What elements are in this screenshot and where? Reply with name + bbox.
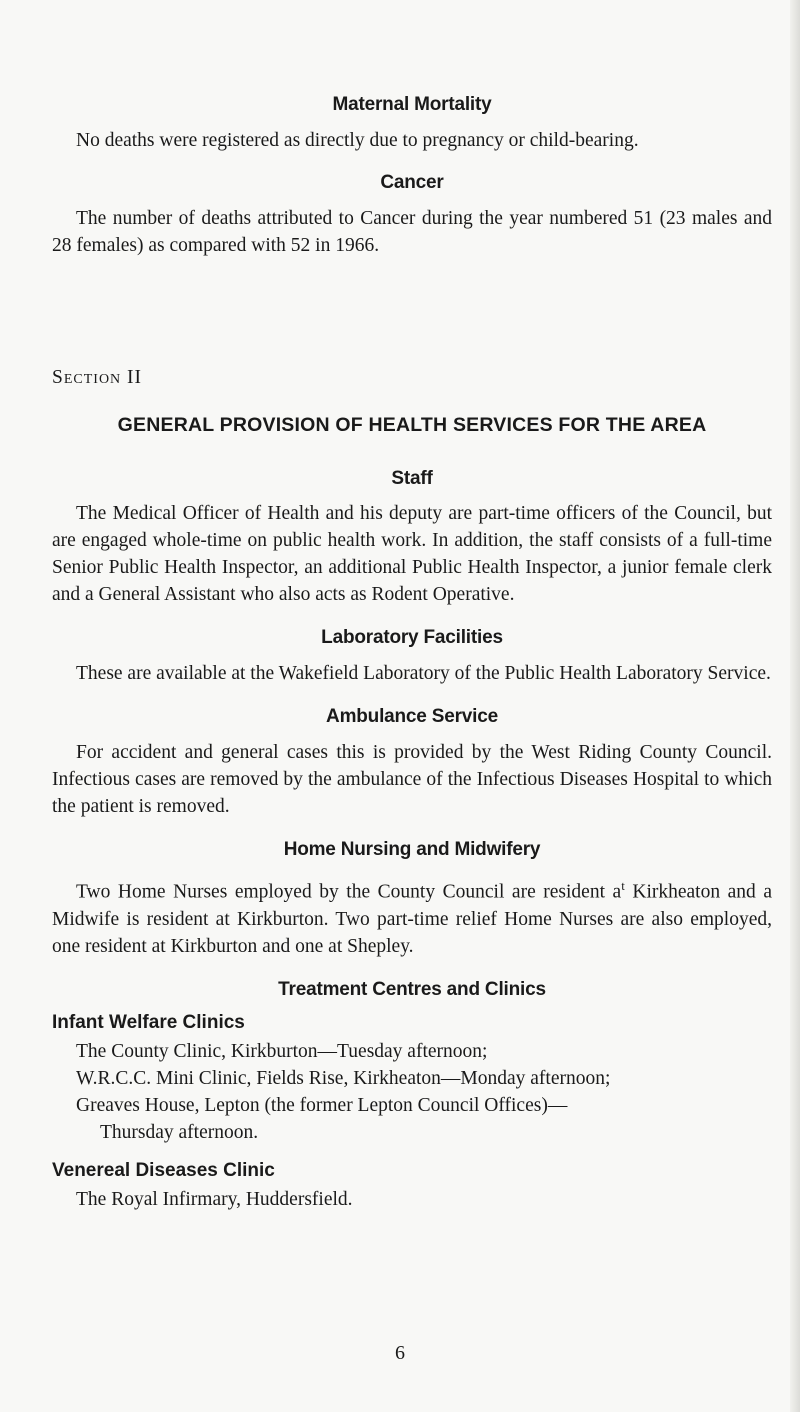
heading-venereal-diseases-clinic: Venereal Diseases Clinic (52, 1159, 275, 1181)
paragraph-home-nursing (52, 872, 772, 960)
heading-maternal-mortality: Maternal Mortality (332, 94, 492, 115)
section-label: Section II (52, 367, 143, 388)
section-title: GENERAL PROVISION OF HEALTH SERVICES FOR THE AREA (117, 414, 707, 436)
heading-treatment-centres: Treatment Centres and Clinics (278, 978, 546, 1000)
paragraph-maternal-mortality: No deaths were registered as directly due to pregnancy or child-bearing. (76, 130, 639, 151)
page-edge-shadow (790, 0, 800, 1412)
paragraph-ambulance-service: For accident and general cases this is provided by the West Riding County Council. Infectious cases are removed by the ambulance of the Infectious Diseases Hospital to which the patient is removed. (52, 742, 772, 817)
heading-staff: Staff (391, 468, 433, 489)
heading-cancer: Cancer (380, 172, 444, 193)
paragraph-staff: The Medical Officer of Health and his deputy are part-time officers of the Council, but are engaged whole-time on public health work. In addition, the staff consists of a full-time Senior Public Health Inspector, an additional Public Health Inspector, a junior female clerk and a General Assistant who also acts as Rodent Operative. (52, 503, 772, 605)
clinic-item-continuation: Thursday afternoon. (100, 1121, 259, 1143)
venereal-clinic-location: The Royal Infirmary, Huddersfield. (76, 1188, 353, 1210)
heading-infant-welfare-clinics: Infant Welfare Clinics (52, 1011, 245, 1033)
heading-laboratory-facilities: Laboratory Facilities (321, 627, 503, 648)
nursing-text-before: Two Home Nurses employed by the County Council are resident a (76, 881, 622, 903)
clinic-item (52, 1092, 772, 1146)
clinic-item-text: Greaves House, Lepton (the former Lepton Council Offices)— (76, 1094, 568, 1116)
document-page (52, 94, 772, 1213)
clinic-item: The County Clinic, Kirkburton—Tuesday afternoon; (76, 1040, 488, 1062)
page-number: 6 (395, 1342, 405, 1364)
heading-home-nursing: Home Nursing and Midwifery (283, 839, 541, 860)
nursing-superscript: t (621, 878, 625, 893)
paragraph-cancer: The number of deaths attributed to Cancer during the year numbered 51 (23 males and 28 females) as compared with 52 in 1966. (52, 208, 772, 256)
paragraph-laboratory-facilities: These are available at the Wakefield Laboratory of the Public Health Laboratory Service. (76, 663, 771, 684)
nursing-text-after: Kirkheaton and a Midwife is resident at Kirkburton. Two part-time relief Home Nurses are also employed, one resident at Kirkburton and one at Shepley. (52, 881, 772, 957)
heading-ambulance-service: Ambulance Service (326, 706, 498, 727)
clinic-item: W.R.C.C. Mini Clinic, Fields Rise, Kirkheaton—Monday afternoon; (76, 1067, 611, 1089)
